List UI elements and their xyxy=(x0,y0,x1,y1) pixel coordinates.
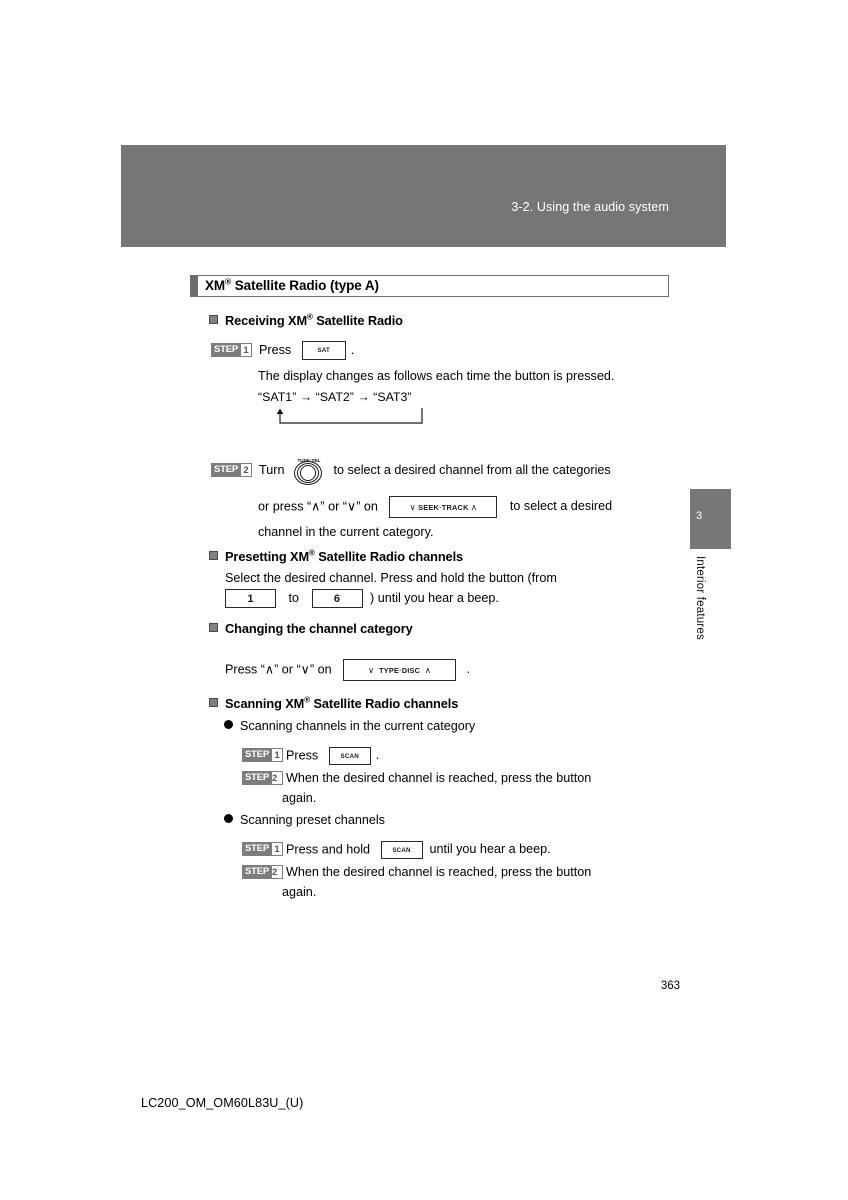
registered-mark-icon: ® xyxy=(304,695,310,705)
registered-mark-icon: ® xyxy=(225,276,232,287)
step-2-line2-a: or press “∧” or “∨” on xyxy=(258,499,378,514)
step-badge-word: STEP xyxy=(242,865,272,879)
round-bullet-icon xyxy=(224,720,233,729)
step-1-text: Press xyxy=(259,342,292,357)
seek-track-button[interactable] xyxy=(389,496,497,518)
heading-presetting-xm xyxy=(209,549,463,564)
heading-presetting-post: Satellite Radio channels xyxy=(314,549,464,564)
step-badge-number: 2 xyxy=(241,463,252,477)
type-disc-label: TYPE·DISC xyxy=(378,666,421,675)
subheading-scanning-current-category xyxy=(224,719,475,733)
step-badge-2 xyxy=(242,865,283,879)
scanning-sub1-step1-period: . xyxy=(375,748,380,763)
registered-mark-icon: ® xyxy=(309,548,315,558)
preset-button-6[interactable]: 6 xyxy=(312,589,363,608)
sat-button[interactable]: SAT xyxy=(302,341,346,360)
scanning-sub1-step-2-cont: again. xyxy=(282,791,317,805)
heading-presetting-pre: Presetting XM xyxy=(225,549,310,564)
heading-receiving-xm xyxy=(209,313,403,328)
step-badge-2 xyxy=(242,771,283,785)
step-2-text-b: to select a desired channel from all the categories xyxy=(333,463,611,478)
scanning-sub2-step-1 xyxy=(242,841,551,859)
heading-changing-category-text: Changing the channel category xyxy=(225,621,413,636)
chevron-down-icon: ∨ xyxy=(409,502,416,512)
step-2-line-2 xyxy=(258,496,612,518)
step-badge-1 xyxy=(242,748,283,762)
chevron-up-icon: ∧ xyxy=(470,502,478,512)
scanning-sub2-step1-after: until you hear a beep. xyxy=(429,842,551,857)
scanning-sub2-step-2-cont: again. xyxy=(282,885,317,899)
square-bullet-icon xyxy=(209,623,218,632)
step-badge-word: STEP xyxy=(211,463,241,477)
scanning-sub2-step-2 xyxy=(242,864,668,881)
step-badge-number: 2 xyxy=(272,771,283,785)
step-1-receiving xyxy=(211,341,354,360)
preset-button-1[interactable]: 1 xyxy=(225,589,276,608)
presetting-body-line-1: Select the desired channel. Press and hold the button (from xyxy=(225,571,557,585)
square-bullet-icon xyxy=(209,551,218,560)
step-badge-number: 1 xyxy=(241,343,252,357)
changing-category-body xyxy=(225,659,470,681)
heading-scanning-post: Satellite Radio channels xyxy=(310,696,459,711)
chapter-side-tab xyxy=(690,489,731,549)
tune-sel-knob-label: TUNE·SEL xyxy=(297,458,321,463)
scanning-sub1-step-2 xyxy=(242,770,668,787)
subheading-scanning-current-text: Scanning channels in the current category xyxy=(240,719,476,733)
chevron-down-icon: ∨ xyxy=(368,665,375,675)
step-badge-word: STEP xyxy=(242,771,272,785)
square-bullet-icon xyxy=(209,698,218,707)
changing-category-period: . xyxy=(466,662,471,677)
scan-button[interactable]: SCAN xyxy=(329,747,371,765)
step-badge-number: 2 xyxy=(272,865,283,879)
step-2-line-3: channel in the current category. xyxy=(258,525,434,539)
chevron-up-icon: ∧ xyxy=(424,665,432,675)
page-number: 363 xyxy=(660,980,680,992)
chapter-side-label: Interior features xyxy=(694,556,706,640)
step-2-line2-b: to select a desired xyxy=(509,499,613,514)
changing-category-text-a: Press “∧” or “∨” on xyxy=(225,662,332,677)
step-badge-word: STEP xyxy=(242,842,272,856)
heading-receiving-xm-post: Satellite Radio xyxy=(312,313,403,328)
loop-arrow-icon xyxy=(274,408,426,426)
chapter-number: 3 xyxy=(696,510,703,522)
step-badge-1 xyxy=(211,343,252,357)
heading-receiving-xm-pre: Receiving XM xyxy=(225,313,308,328)
step-badge-number: 1 xyxy=(272,842,283,856)
step-1-note: The display changes as follows each time the button is pressed. xyxy=(258,369,615,383)
step-2-text-a: Turn xyxy=(259,463,285,478)
step-badge-number: 1 xyxy=(272,748,283,762)
document-code: LC200_OM_OM60L83U_(U) xyxy=(141,1096,304,1110)
step-2-receiving xyxy=(211,456,611,486)
knob-inner-ring xyxy=(300,465,316,481)
step-1-period: . xyxy=(350,342,355,357)
heading-scanning-pre: Scanning XM xyxy=(225,696,305,711)
scanning-sub1-step-1 xyxy=(242,747,379,765)
scan-button[interactable]: SCAN xyxy=(381,841,423,859)
type-disc-button[interactable] xyxy=(343,659,456,681)
section-title-main: XM xyxy=(205,278,226,293)
scanning-sub2-step1-text: Press and hold xyxy=(286,842,371,857)
sat-cycle-text: “SAT1” → “SAT2” → “SAT3” xyxy=(258,390,412,404)
registered-mark-icon: ® xyxy=(307,312,313,322)
step-badge-2 xyxy=(211,463,252,477)
scanning-sub2-step2-text: When the desired channel is reached, press the button xyxy=(286,865,592,879)
scanning-sub1-step2-text: When the desired channel is reached, press the button xyxy=(286,771,592,785)
seek-track-label: SEEK·TRACK xyxy=(418,503,469,512)
step-badge-word: STEP xyxy=(211,343,241,357)
subheading-scanning-preset-text: Scanning preset channels xyxy=(240,813,385,827)
sat-cycle-diagram xyxy=(258,390,412,404)
subheading-scanning-preset xyxy=(224,813,385,827)
presetting-body-end: ) until you hear a beep. xyxy=(370,590,499,605)
step-badge-word: STEP xyxy=(242,748,272,762)
round-bullet-icon xyxy=(224,814,233,823)
step-badge-1 xyxy=(242,842,283,856)
scanning-sub1-step1-text: Press xyxy=(286,748,319,763)
heading-changing-category xyxy=(209,621,413,636)
breadcrumb: 3-2. Using the audio system xyxy=(511,200,669,214)
section-title-rest: Satellite Radio (type A) xyxy=(231,278,379,293)
tune-sel-knob-icon[interactable] xyxy=(293,456,323,486)
presetting-to-word: to xyxy=(288,590,300,605)
square-bullet-icon xyxy=(209,315,218,324)
presetting-body-line-2 xyxy=(225,589,499,608)
heading-scanning-xm xyxy=(209,696,458,711)
